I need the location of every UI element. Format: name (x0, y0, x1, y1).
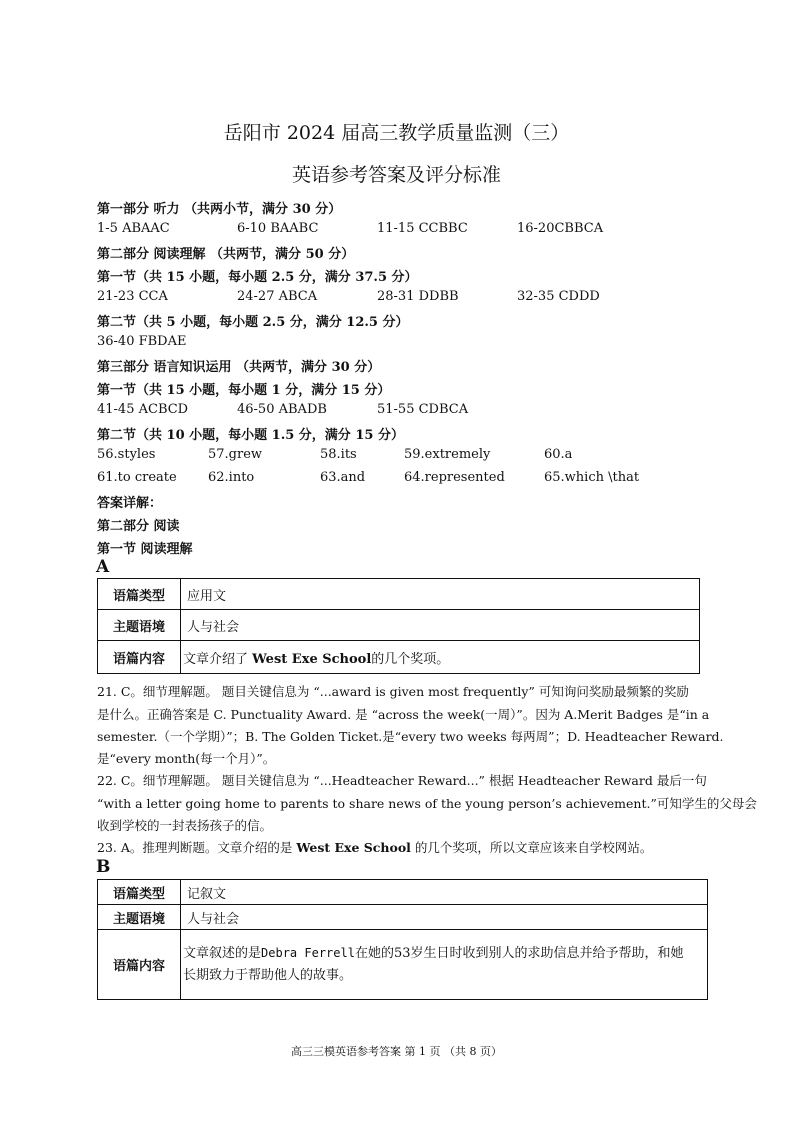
page-title: 岳阳市 2024 届高三教学质量监测（三） (223, 122, 570, 144)
part2-section2-heading: 第二节（共 5 小题，每小题 2.5 分，满分 12.5 分） (97, 315, 409, 330)
answer-item: 61.to create (97, 470, 177, 485)
answer-item: 58.its (320, 447, 357, 462)
explanation-text: 的几个奖项，所以文章应该来自学校网站。 (410, 840, 653, 855)
part2-section1-heading: 第一节（共 15 小题，每小题 2.5 分，满分 37.5 分） (97, 270, 418, 285)
details-part-heading: 第二部分 阅读 (97, 519, 180, 534)
table-value-text: 的几个奖项。 (371, 651, 450, 667)
school-name: West Exe School (296, 840, 411, 855)
table-row (98, 610, 700, 641)
answer-item: 60.a (544, 447, 573, 462)
passage-a-letter: A (96, 557, 110, 577)
table-value (181, 930, 708, 1000)
passage-b-table (97, 879, 708, 1000)
answer-group: 51-55 CDBCA (377, 402, 469, 417)
explanation-line (97, 838, 652, 856)
table-value: 人与社会 (181, 905, 708, 930)
explanation-line: 是什么。正确答案是 C. Punctuality Award. 是 “across the week(一周）”。因为 A.Merit Badges 是“in a (97, 707, 710, 722)
table-row (98, 930, 708, 1000)
table-row (98, 641, 700, 674)
table-value: 记叙文 (181, 880, 708, 905)
explanation-line: “with a letter going home to parents to share news of the young person’s achievement.”可知学生的父母会 (97, 796, 757, 811)
answer-group: 1-5 ABAAC (97, 221, 170, 236)
answer-item: 62.into (208, 470, 255, 485)
answer-group: 24-27 ABCA (237, 289, 318, 304)
answer-group: 36-40 FBDAE (97, 334, 187, 349)
answer-item: 63.and (320, 470, 366, 485)
explanation-line: 21. C。细节理解题。 题目关键信息为 “...award is given most frequently” 可知询问奖励最频繁的奖励 (97, 684, 689, 699)
answer-item: 59.extremely (404, 447, 491, 462)
passage-a-table (97, 578, 700, 674)
table-value-text: 在她的53岁生日时收到别人的求助信息并给予帮助，和她 (354, 946, 684, 961)
answer-item: 64.represented (404, 470, 505, 485)
table-label: 语篇类型 (98, 880, 181, 905)
part2-heading: 第二部分 阅读理解 （共两节，满分 50 分） (97, 247, 355, 262)
answer-group: 21-23 CCA (97, 289, 168, 304)
person-name: Debra Ferrell (261, 946, 355, 960)
details-section-heading: 第一节 阅读理解 (97, 542, 193, 557)
explanation-line: 22. C。细节理解题。 题目关键信息为 “...Headteacher Reward...” 根据 Headteacher Reward 最后一句 (97, 773, 707, 788)
part3-heading: 第三部分 语言知识运用 （共两节，满分 30 分） (97, 360, 381, 375)
answer-group: 28-31 DDBB (377, 289, 459, 304)
table-value: 人与社会 (181, 610, 700, 641)
table-value-text: 文章介绍了 (183, 651, 253, 667)
table-label: 语篇类型 (98, 579, 181, 610)
page-footer: 高三三模英语参考答案 第 1 页 （共 8 页） (291, 1045, 502, 1058)
answer-group: 16-20CBBCA (517, 221, 604, 236)
answer-group: 11-15 CCBBC (377, 221, 468, 236)
table-row (98, 880, 708, 905)
answer-item: 57.grew (208, 447, 263, 462)
table-value (181, 641, 700, 674)
answer-group: 41-45 ACBCD (97, 402, 189, 417)
answer-group: 46-50 ABADB (237, 402, 327, 417)
explanation-text: 23. A。推理判断题。文章介绍的是 (97, 840, 297, 855)
table-row (98, 905, 708, 930)
part3-section1-heading: 第一节（共 15 小题，每小题 1 分，满分 15 分） (97, 383, 391, 398)
explanation-line: semester.（一个学期）”；B. The Golden Ticket.是“every two weeks 每两周”；D. Headteacher Reward. (97, 729, 724, 744)
school-name: West Exe School (252, 651, 372, 667)
answer-group: 32-35 CDDD (517, 289, 600, 304)
page-subtitle: 英语参考答案及评分标准 (291, 164, 501, 186)
part1-heading: 第一部分 听力 （共两小节，满分 30 分） (97, 202, 342, 217)
table-label: 语篇内容 (98, 930, 181, 1000)
details-heading: 答案详解： (97, 496, 163, 511)
explanation-line: 收到学校的一封表扬孩子的信。 (97, 818, 273, 833)
table-value: 应用文 (181, 579, 700, 610)
table-label: 语篇内容 (98, 641, 181, 674)
passage-b-letter: B (96, 857, 111, 877)
answer-group: 6-10 BAABC (237, 221, 319, 236)
table-label: 主题语境 (98, 610, 181, 641)
table-row (98, 579, 700, 610)
answer-item: 65.which \that (544, 470, 640, 485)
table-value-text: 文章叙述的是 (183, 946, 262, 961)
table-value-line: 长期致力于帮助他人的故事。 (183, 968, 353, 983)
part3-section2-heading: 第二节（共 10 小题，每小题 1.5 分，满分 15 分） (97, 428, 404, 443)
table-label: 主题语境 (98, 905, 181, 930)
explanation-line: 是“every month(每一个月）”。 (97, 751, 276, 766)
answer-item: 56.styles (97, 447, 156, 462)
table-value-line (183, 942, 701, 965)
